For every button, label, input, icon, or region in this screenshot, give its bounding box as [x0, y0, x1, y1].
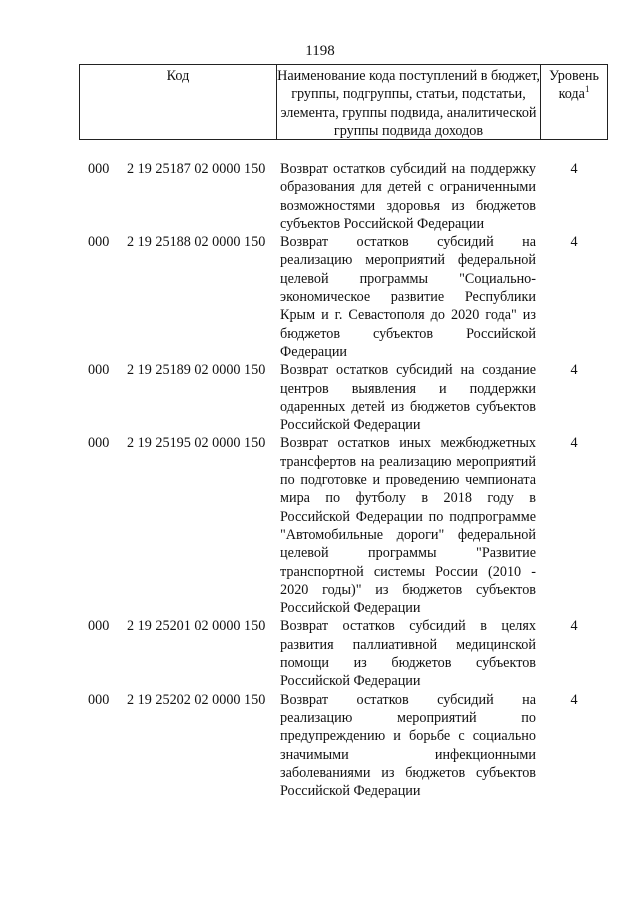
row-name: Возврат остатков иных межбюджетных трансфертов на реализацию мероприятий по подготовке и проведению чемпионата мира по футболу в 2018 году в Российской Федерации по подпрограмме "Автомобильные дороги" федеральной целевой программы "Развитие транспортной системы России (2010 - 2020 годы)" из бюджетов субъектов Российской Федерации	[280, 435, 536, 617]
table-row	[0, 160, 640, 233]
table-row	[0, 617, 640, 690]
header-level	[541, 65, 607, 139]
row-admin-code: 000	[88, 435, 110, 452]
table-header	[79, 64, 608, 140]
row-income-code: 2 19 25195 02 0000 150	[127, 435, 266, 452]
row-income-code: 2 19 25187 02 0000 150	[127, 161, 266, 177]
row-name: Возврат остатков субсидий на создание центров выявления и поддержки одаренных детей из бюджетов субъектов Российской Федерации	[280, 362, 536, 434]
row-level: 4	[570, 234, 578, 251]
header-level-label: Уровень кода	[549, 68, 599, 103]
row-admin-code: 000	[88, 161, 110, 177]
row-income-code: 2 19 25188 02 0000 150	[127, 234, 266, 251]
row-admin-code: 000	[88, 618, 110, 635]
table-row	[0, 691, 640, 801]
row-income-code: 2 19 25201 02 0000 150	[127, 618, 266, 635]
row-level: 4	[570, 161, 578, 177]
table-row	[0, 233, 640, 361]
row-name: Возврат остатков субсидий на реализацию мероприятий федеральной целевой программы "Социально-экономическое развитие Республики Крым и г. Севастополя до 2020 года" из бюджетов субъектов Российской Федерации	[280, 234, 536, 360]
row-level: 4	[570, 691, 578, 708]
row-name: Возврат остатков субсидий на поддержку образования для детей с ограниченными возможностями здоровья из бюджетов субъектов Российской Федерации	[280, 161, 536, 232]
table-row	[0, 434, 640, 617]
row-level: 4	[570, 435, 578, 452]
table-body	[0, 160, 640, 800]
row-admin-code: 000	[88, 691, 110, 708]
row-admin-code: 000	[88, 362, 110, 379]
row-level: 4	[570, 618, 578, 635]
row-name: Возврат остатков субсидий на реализацию мероприятий по предупреждению и борьбе с социально значимыми инфекционными заболеваниями из бюджетов субъектов Российской Федерации	[280, 691, 536, 800]
header-name: Наименование кода поступлений в бюджет, группы, подгруппы, статьи, подстатьи, элемента, группы подвида, аналитической группы подвида доходов	[277, 65, 541, 139]
row-level: 4	[570, 362, 578, 379]
table-row	[0, 361, 640, 434]
page-number: 1198	[305, 43, 335, 59]
row-income-code: 2 19 25202 02 0000 150	[127, 691, 266, 708]
row-income-code: 2 19 25189 02 0000 150	[127, 362, 266, 379]
row-admin-code: 000	[88, 234, 110, 251]
header-code: Код	[80, 65, 277, 139]
header-level-footnote: 1	[584, 84, 590, 95]
row-name: Возврат остатков субсидий в целях развития паллиативной медицинской помощи из бюджетов субъектов Российской Федерации	[280, 618, 536, 690]
